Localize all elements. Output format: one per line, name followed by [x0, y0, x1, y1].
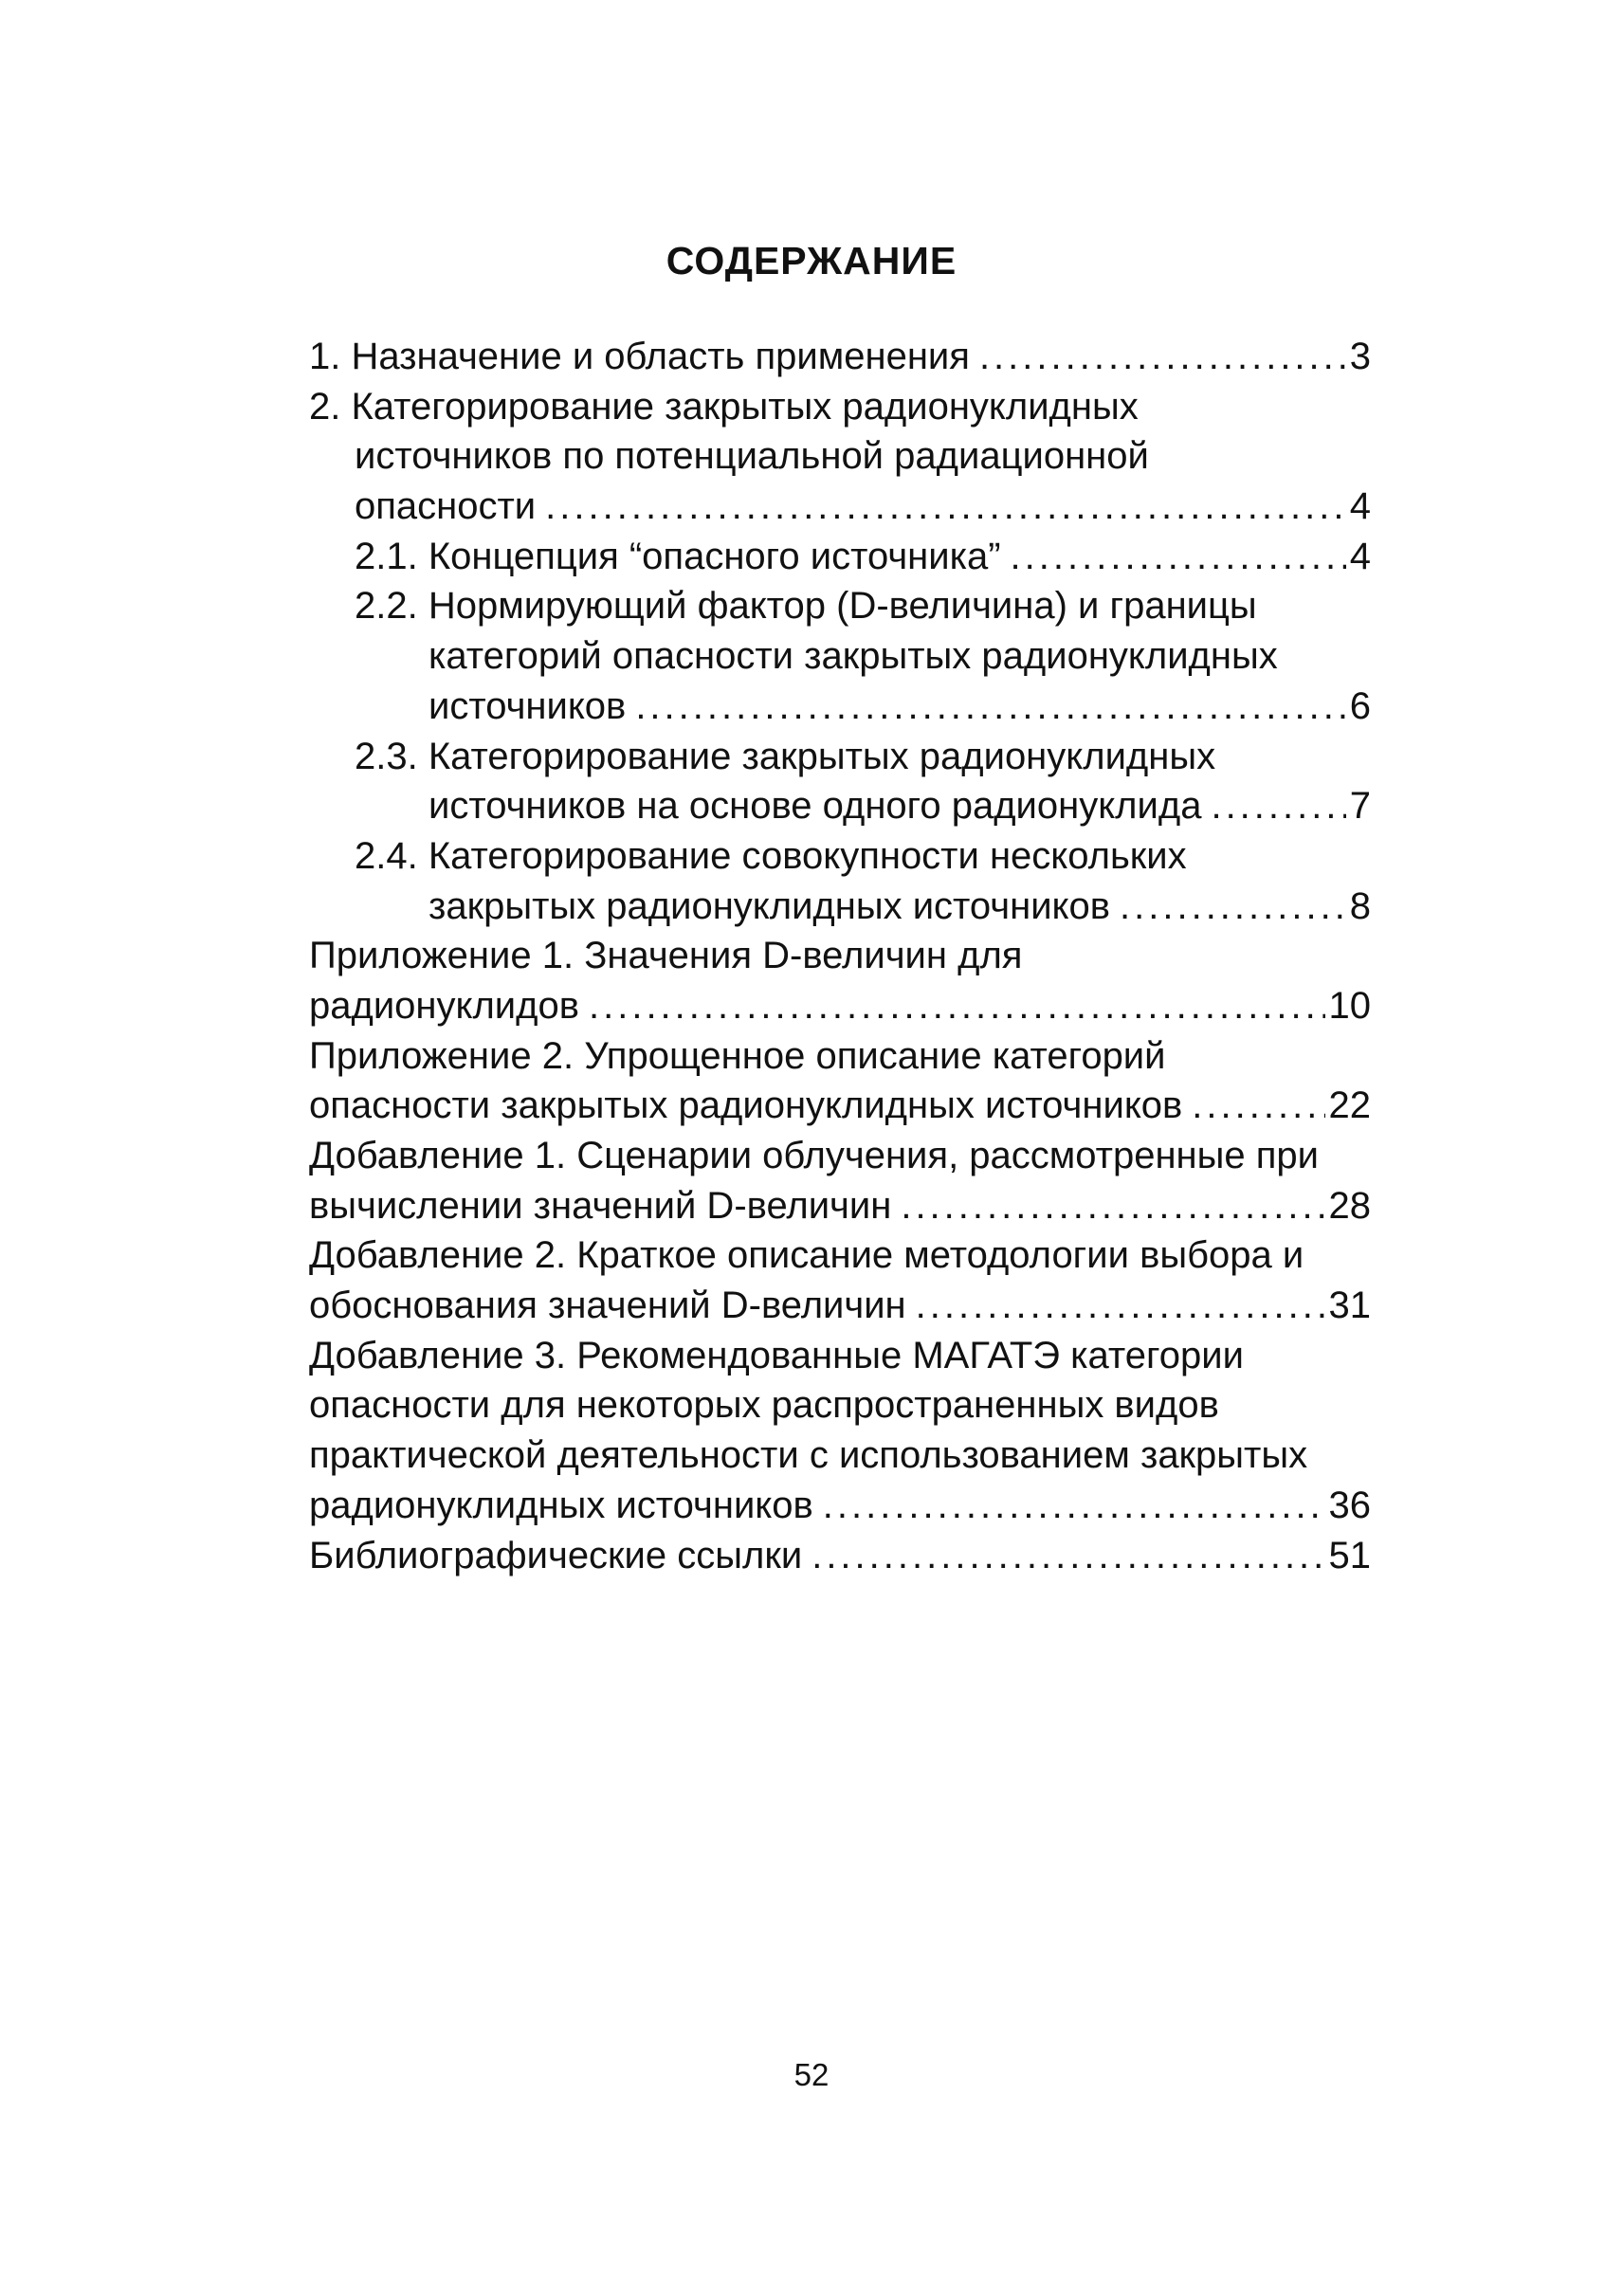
toc-entry[interactable] [309, 1531, 1371, 1581]
toc-entry-text: 2.2. Нормирующий фактор (D-величина) и границы [355, 585, 1257, 628]
dot-leader [979, 332, 1346, 382]
toc-entry-text: Добавление 1. Сценарии облучения, рассмотренные при [309, 1135, 1319, 1176]
toc-entry-text: обоснования значений D-величин [309, 1285, 906, 1327]
toc-entry-text: Добавление 2. Краткое описание методологии выбора и [309, 1234, 1304, 1277]
toc-line [309, 1481, 1371, 1531]
toc-entry-text: 2.3. Категорирование закрытых радионуклидных [355, 735, 1216, 777]
toc-line [309, 382, 1371, 432]
toc-line [309, 532, 1371, 582]
toc-entry-text: Добавление 3. Рекомендованные МАГАТЭ категории [309, 1334, 1244, 1376]
toc-entry-text: Приложение 1. Значения D-величин для [309, 935, 1023, 977]
dot-leader [823, 1481, 1325, 1531]
page-number: 52 [793, 2057, 830, 2092]
toc-line [309, 682, 1371, 732]
toc-page-number: 3 [1349, 336, 1371, 377]
toc-line [309, 431, 1371, 482]
toc-entry-text: 2. Категорирование закрытых радионуклидных [309, 385, 1139, 428]
toc-entry[interactable] [309, 1331, 1371, 1531]
toc-line [309, 1331, 1371, 1381]
toc-page-number: 51 [1328, 1534, 1371, 1576]
toc-entry[interactable] [309, 732, 1371, 831]
dot-leader [1211, 781, 1345, 831]
toc-entry-text: радионуклидных источников [309, 1484, 813, 1526]
toc-line [309, 1281, 1371, 1331]
toc-entry[interactable] [309, 831, 1371, 931]
toc-entry[interactable] [309, 1131, 1371, 1230]
toc-line [309, 482, 1371, 532]
dot-leader [901, 1181, 1324, 1231]
dot-leader [1192, 1081, 1324, 1131]
dot-leader [1120, 882, 1346, 932]
toc-line [309, 1081, 1371, 1131]
toc-entry-text: источников [429, 684, 627, 727]
dot-leader [589, 981, 1325, 1031]
toc-entry-text: 2.1. Концепция “опасного источника” [355, 535, 1001, 577]
toc-entry-text: опасности для некоторых распространенных видов [309, 1384, 1219, 1427]
toc-entry-text: опасности [355, 485, 537, 528]
toc-line [309, 1430, 1371, 1481]
toc-line [309, 1380, 1371, 1430]
toc-line [309, 332, 1371, 382]
toc-line [309, 1181, 1371, 1231]
toc-line [309, 931, 1371, 981]
toc-entry-text: радионуклидов [309, 984, 579, 1027]
toc-line [309, 1531, 1371, 1581]
toc-page-number: 36 [1328, 1484, 1371, 1526]
toc-entry-text: закрытых радионуклидных источников [429, 884, 1111, 927]
toc-entry[interactable] [309, 581, 1371, 731]
dot-leader [1011, 532, 1346, 582]
toc-entry[interactable] [309, 1230, 1371, 1330]
toc-entry-text: 1. Назначение и область применения [309, 336, 970, 377]
toc-entry-text: 2.4. Категорирование совокупности нескольких [355, 834, 1187, 877]
toc-entry-text: Приложение 2. Упрощенное описание категорий [309, 1034, 1166, 1077]
toc-page-number: 8 [1349, 884, 1371, 927]
toc-entry-text: источников по потенциальной радиационной [355, 435, 1149, 478]
toc-page-number: 22 [1328, 1084, 1371, 1127]
toc-entry-text: опасности закрытых радионуклидных источников [309, 1084, 1183, 1127]
toc-entry[interactable] [309, 332, 1371, 382]
toc-line [309, 631, 1371, 682]
toc-line [309, 882, 1371, 932]
toc-page-number: 4 [1349, 535, 1371, 577]
toc-entry[interactable] [309, 1031, 1371, 1131]
toc-entry-text: категорий опасности закрытых радионуклидных [429, 635, 1278, 678]
toc-line [309, 732, 1371, 782]
toc-line [309, 781, 1371, 831]
toc-line [309, 1131, 1371, 1181]
toc-entry[interactable] [309, 382, 1371, 532]
toc-page-number: 7 [1349, 785, 1371, 828]
dot-leader [545, 482, 1346, 532]
toc-line [309, 1031, 1371, 1082]
toc-page-number: 6 [1349, 684, 1371, 727]
toc-entry[interactable] [309, 532, 1371, 582]
toc-line [309, 1230, 1371, 1281]
toc-page-number: 31 [1328, 1285, 1371, 1327]
toc-line [309, 831, 1371, 882]
toc-page-number: 4 [1349, 485, 1371, 528]
dot-leader [812, 1531, 1324, 1581]
toc-entry[interactable] [309, 931, 1371, 1030]
dot-leader [635, 682, 1345, 732]
toc-entry-text: Библиографические ссылки [309, 1534, 803, 1576]
dot-leader [916, 1281, 1325, 1331]
toc-entry-text: практической деятельности с использованием закрытых [309, 1434, 1308, 1477]
table-of-contents [309, 332, 1371, 1580]
toc-line [309, 581, 1371, 631]
toc-page-number: 10 [1328, 984, 1371, 1027]
toc-page-number: 28 [1328, 1184, 1371, 1227]
toc-line [309, 981, 1371, 1031]
toc-entry-text: источников на основе одного радионуклида [429, 785, 1202, 828]
page-title: СОДЕРЖАНИЕ [666, 239, 957, 282]
toc-entry-text: вычислении значений D-величин [309, 1184, 892, 1227]
